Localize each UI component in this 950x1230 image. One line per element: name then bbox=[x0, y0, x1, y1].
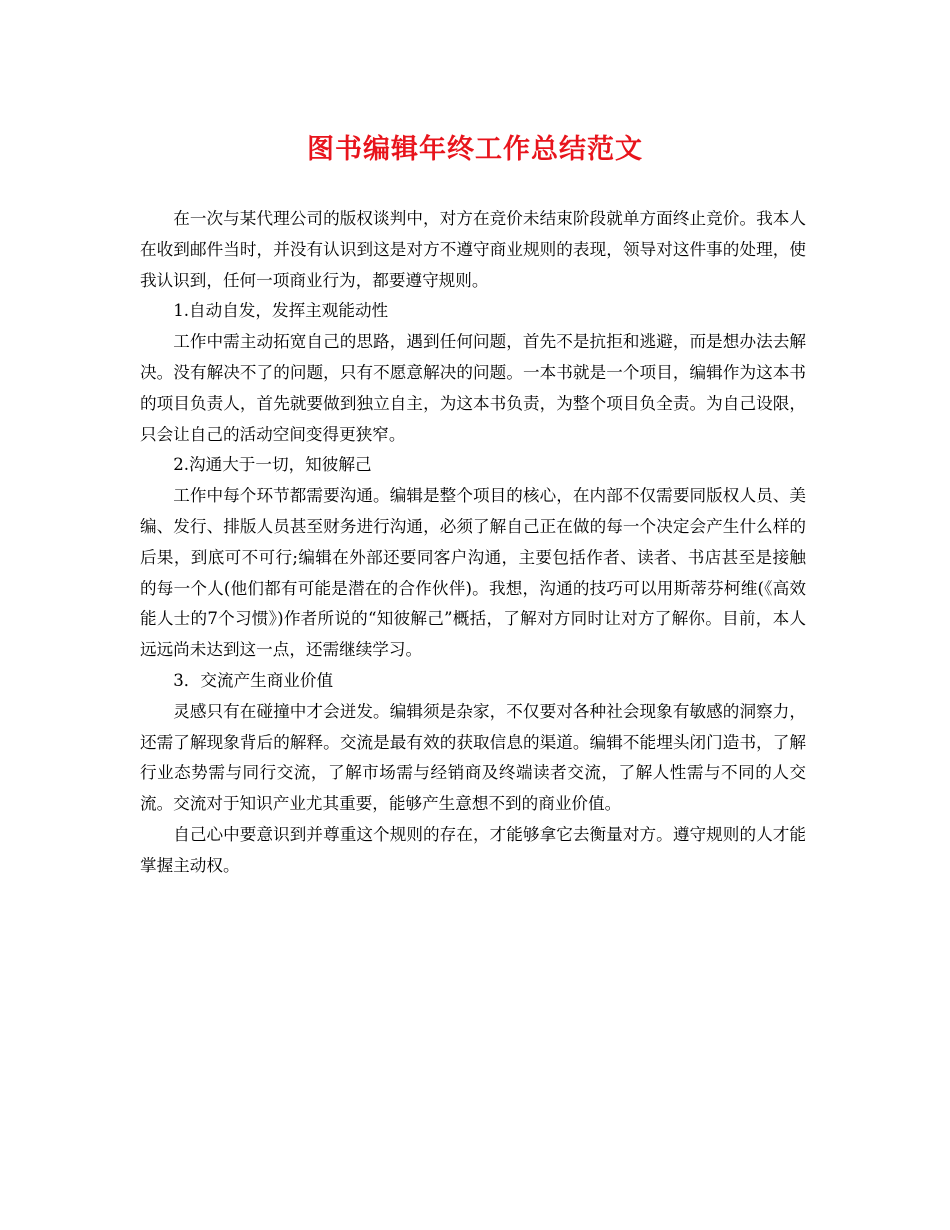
paragraph-section-3: 灵感只有在碰撞中才会迸发。编辑须是杂家，不仅要对各种社会现象有敏感的洞察力，还需了解现象背后的解释。交流是最有效的获取信息的渠道。编辑不能埋头闭门造书，了解行业态势需与同行交流，了解市场需与经销商及终端读者交流，了解人性需与不同的人交流。交流对于知识产业尤其重要，能够产生意想不到的商业价值。 bbox=[140, 701, 806, 814]
document-title: 图书编辑年终工作总结范文 bbox=[307, 134, 643, 165]
paragraph-section-2: 工作中每个环节都需要沟通。编辑是整个项目的核心，在内部不仅需要同版权人员、美编、发行、排版人员甚至财务进行沟通，必须了解自己正在做的每一个决定会产生什么样的后果，到底可不可行;编辑在外部还要同客户沟通，主要包括作者、读者、书店甚至是接触的每一个人(他们都有可能是潜在的合作伙伴)。我想，沟通的技巧可以用斯蒂芬柯维(《高效能人士的7个习惯》)作者所说的“知彼解己”概括，了解对方同时让对方了解你。目前，本人远远尚未达到这一点，还需继续学习。 bbox=[140, 486, 806, 660]
document-body bbox=[140, 204, 806, 882]
paragraph-conclusion: 自己心中要意识到并尊重这个规则的存在，才能够拿它去衡量对方。遵守规则的人才能掌握主动权。 bbox=[140, 824, 806, 875]
section-heading-2: 2.沟通大于一切，知彼解己 bbox=[173, 455, 372, 475]
section-heading-1: 1.自动自发，发挥主观能动性 bbox=[173, 301, 389, 321]
paragraph-intro: 在一次与某代理公司的版权谈判中，对方在竞价未结束阶段就单方面终止竞价。我本人在收到邮件当时，并没有认识到这是对方不遵守商业规则的表现，领导对这件事的处理，使我认识到，任何一项商业行为，都要遵守规则。 bbox=[140, 209, 806, 290]
section-heading-3: 3．交流产生商业价值 bbox=[173, 670, 334, 690]
paragraph-section-1: 工作中需主动拓宽自己的思路，遇到任何问题，首先不是抗拒和逃避，而是想办法去解决。没有解决不了的问题，只有不愿意解决的问题。一本书就是一个项目，编辑作为这本书的项目负责人，首先就要做到独立自主，为这本书负责，为整个项目负全责。为自己设限，只会让自己的活动空间变得更狭窄。 bbox=[140, 332, 806, 444]
